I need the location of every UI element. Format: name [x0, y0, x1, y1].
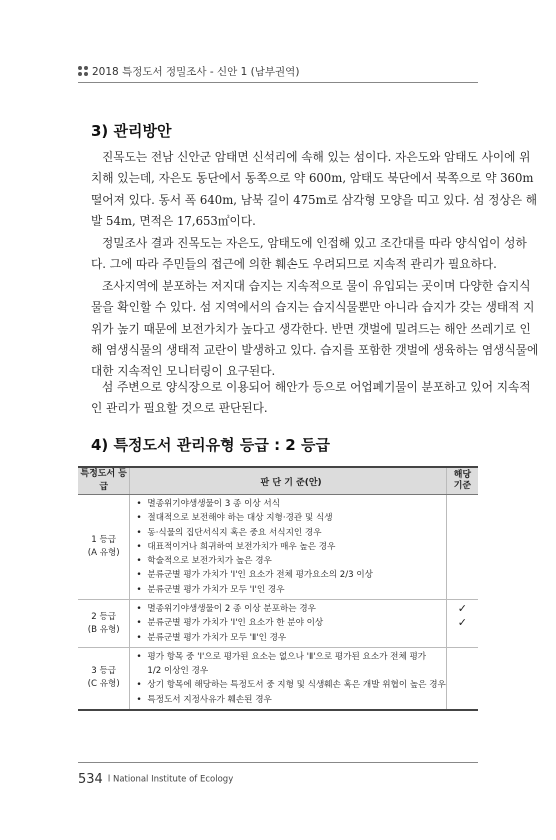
check-mark-icon	[447, 540, 478, 554]
header-title: 2018 특정도서 정밀조사 - 신안 1 (남부권역)	[92, 66, 300, 78]
table-row-grade-1	[78, 495, 478, 600]
paragraph-line: 발 54m, 면적은 17,653㎡이다.	[91, 213, 256, 228]
page-number: 534	[78, 772, 103, 787]
paragraph-line: 정밀조사 결과 진목도는 자은도, 암태도에 인접해 있고 조간대를 따라 양식업이 성하	[102, 236, 527, 250]
criteria-cell	[130, 647, 446, 709]
check-mark-icon	[447, 657, 478, 671]
header-check-line2: 기준	[453, 481, 472, 491]
paragraph-2	[91, 233, 527, 276]
paragraph-line: 인 관리가 필요할 것으로 판단된다.	[91, 401, 268, 416]
grade-type: (C 유형)	[87, 679, 120, 690]
criteria-item-continued: 1/2 이상인 경우	[147, 666, 209, 677]
section-4-title: 4) 특정도서 관리유형 등급 : 2 등급	[91, 436, 330, 454]
section-3-title: 3) 관리방안	[91, 122, 172, 140]
page-footer	[78, 769, 233, 788]
criteria-item: • 특정도서 지정사유가 훼손된 경우	[136, 693, 445, 707]
check-mark-icon	[447, 568, 478, 582]
paragraph-line: 해 염생식물의 생태적 교란이 발생하고 있다. 습지를 포함한 갯벌에 생육하는 염생식물에	[91, 342, 539, 357]
running-header	[78, 60, 478, 82]
header-dots-icon	[78, 66, 88, 76]
paragraph-line: 조사지역에 분포하는 저지대 습지는 지속적으로 물이 유입되는 곳이며 다양한 습지식	[102, 279, 531, 293]
paragraph-line: 진목도는 전남 신안군 암태면 신석리에 속해 있는 섬이다. 자은도와 암태도 사이에 위	[102, 150, 531, 164]
header-grade: 특정도서 등급	[78, 467, 130, 495]
paragraph-3	[91, 276, 539, 382]
criteria-cell	[130, 600, 446, 648]
grade-type: (B 유형)	[87, 624, 120, 635]
check-mark-icon	[447, 671, 478, 685]
table-header-row	[78, 467, 478, 495]
paragraph-4	[91, 377, 531, 420]
criteria-item: • 분류군별 평가 가치가 'Ⅰ'인 요소가 한 분야 이상	[136, 616, 445, 630]
paragraph-line: 대한 지속적인 모니터링이 요구된다.	[91, 364, 276, 379]
criteria-item: • 대표적이거나 희귀하여 보전가치가 매우 높은 경우	[136, 540, 445, 554]
check-mark-icon	[447, 686, 478, 700]
criteria-item: • 절대적으로 보전해야 하는 대상 지형·경관 및 식생	[136, 511, 445, 525]
check-cell	[446, 647, 478, 709]
check-cell	[446, 600, 478, 648]
criteria-item: • 멸종위기야생생물이 2 종 이상 분포하는 경우	[136, 602, 445, 616]
criteria-item: • 분류군별 평가 가치가 모두 'Ⅰ'인 경우	[136, 583, 445, 597]
paragraph-line: 떨어져 있다. 동서 폭 640m, 남북 길이 475m로 삼각형 모양을 띠고 있다. 섬 정상은 해	[91, 192, 538, 207]
grade-cell	[78, 600, 130, 648]
grade-label: 3 등급	[91, 666, 117, 677]
header-check	[446, 467, 478, 495]
header-criteria: 판 단 기 준(안)	[130, 467, 446, 495]
criteria-item: • 평가 항목 중 'Ⅰ'으로 평가된 요소는 없으나 'Ⅱ'으로 평가된 요소가 전체 평가	[136, 650, 445, 664]
criteria-item: • 학술적으로 보전가치가 높은 경우	[136, 554, 445, 568]
paragraph-1	[91, 147, 538, 232]
criteria-cell	[130, 495, 446, 600]
check-mark-icon: ✓	[457, 602, 468, 616]
check-mark-icon: ✓	[457, 616, 468, 630]
check-mark-icon	[447, 511, 478, 525]
grade-cell	[78, 495, 130, 600]
criteria-item: • 동·식물의 집단서식지 혹은 중요 서식지인 경우	[136, 526, 445, 540]
header-check-line1: 해당	[453, 470, 472, 480]
grade-label: 1 등급	[91, 535, 117, 546]
check-mark-icon	[447, 583, 478, 597]
header-rule	[78, 82, 478, 83]
criteria-item: • 멸종위기야생생물이 3 종 이상 서식	[136, 497, 445, 511]
grade-cell	[78, 647, 130, 709]
table-row-grade-2	[78, 600, 478, 648]
criteria-item: • 상기 항목에 해당하는 특정도서 중 지형 및 식생훼손 혹은 개발 위협이 높은 경우	[136, 678, 445, 692]
grade-type: (A 유형)	[87, 548, 120, 559]
grade-label: 2 등급	[91, 611, 117, 622]
paragraph-line: 다. 그에 따라 주민들의 접근에 의한 훼손도 우려되므로 지속적 관리가 필요하다.	[91, 257, 497, 272]
paragraph-line: 치해 있는데, 자은도 동단에서 동쪽으로 약 600m, 암태도 북단에서 북쪽으로 약 360m	[91, 171, 534, 186]
paragraph-line: 물을 확인할 수 있다. 섬 지역에서의 습지는 습지식물뿐만 아니라 습지가 갖는 생태적 지	[91, 300, 535, 315]
check-mark-icon	[447, 631, 478, 645]
check-cell	[446, 495, 478, 600]
check-mark-icon	[447, 497, 478, 511]
footer-organization: l National Institute of Ecology	[107, 774, 234, 785]
check-mark-icon	[447, 554, 478, 568]
check-mark-icon	[447, 526, 478, 540]
table-row-grade-3	[78, 647, 478, 709]
paragraph-line: 섬 주변으로 양식장으로 이용되어 해안가 등으로 어업폐기물이 분포하고 있어 지속적	[102, 380, 531, 394]
footer-rule	[78, 762, 478, 763]
criteria-item: • 분류군별 평가 가치가 'Ⅰ'인 요소가 전체 평가요소의 2/3 이상	[136, 568, 445, 582]
criteria-item: • 분류군별 평가 가치가 모두 'Ⅱ'인 경우	[136, 631, 445, 645]
paragraph-line: 위가 높기 때문에 보전가치가 높다고 생각한다. 반면 갯벌에 밀려드는 해안 쓰레기로 인	[91, 321, 531, 336]
grade-table	[78, 466, 478, 711]
